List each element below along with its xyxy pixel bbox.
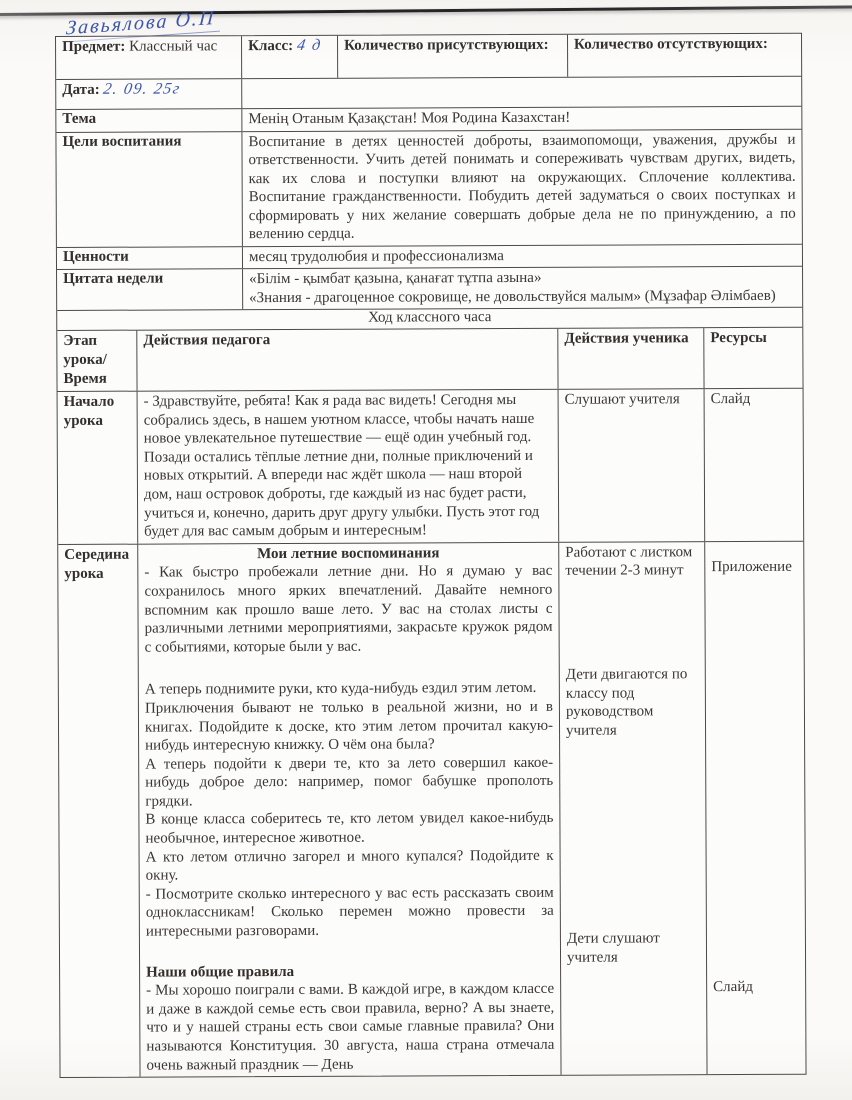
teacher-paragraph: Приключения бывают не только в реальной жизни, но и в книгах. Подойдите к доске, кто этим летом прочитал какую-нибудь интересную книжку. О чём она была? xyxy=(144,698,554,754)
stage-lesson-middle: Середина урока xyxy=(58,544,140,1077)
values-label: Ценности xyxy=(57,247,243,269)
activity-heading-summer-memories: Мои летние воспоминания xyxy=(257,545,440,562)
teacher-paragraph: - Как быстро пробежали летние дни. Но я думаю у вас сохранилось много ярких впечатлений. Давайте немного вспомним как прошло ваше лето. У вас на столах листы с различными летними мероприятиями, закрасьте кружок рядом с событиями, которые были у вас. xyxy=(144,563,553,656)
section-title: Ход классного часа xyxy=(57,307,802,330)
teacher-paragraph: А теперь поднимите руки, кто куда-нибудь ездил этим летом. xyxy=(144,680,537,698)
resources-lesson-middle xyxy=(705,541,805,1074)
quote-row xyxy=(57,266,802,310)
resource-block: Слайд xyxy=(713,979,754,996)
plan-header-row xyxy=(57,327,802,391)
student-action-block: Дети слушают учителя xyxy=(566,930,660,966)
class-cell xyxy=(242,36,338,78)
subject-cell xyxy=(56,36,242,79)
student-actions-lesson-start: Слушают учителя xyxy=(559,389,706,541)
teacher-paragraph: - Мы хорошо поиграли с вами. В каждой игре, в каждом классе и даже в каждой семье есть свои правила, верно? А вы знаете, что и у нашей страны есть свои самые главные правила? Они называются Конституция. 30 августа, наша страна отмечала очень важный праздник — День xyxy=(146,981,555,1074)
teacher-paragraph: А кто летом отлично загорел и много купался? Подойдите к окну. xyxy=(145,847,554,884)
theme-row xyxy=(56,106,801,132)
goals-label: Цели воспитания xyxy=(56,132,242,247)
goals-row xyxy=(56,128,801,246)
student-action-block: Работают с листком течении 2-3 минут xyxy=(565,543,693,580)
quote-label: Цитата недели xyxy=(57,269,243,310)
plan-row-lesson-start xyxy=(58,388,804,544)
teacher-actions-lesson-start: - Здравствуйте, ребята! Как я рада вас видеть! Сегодня мы собрались здесь, в нашем уютном классе, чтобы начать наше новое увлекательное путешествие — ещё один учебный год. Позади остались тёплые летние дни, полные приключений и новых открытий. А впереди нас ждёт школа — наш второй дом, наш островок доброты, где каждый из нас будет расти, учиться и, конечно, дарить друг другу улыбки. Пусть этот год будет для вас самым добрым и интересным! xyxy=(138,390,560,544)
goals-value: Воспитание в детях ценностей доброты, взаимопомощи, уважения, дружбы и ответственности. Учить детей понимать и сопереживать чувствам других, видеть, как их слова и поступки влияют на окружающих. Сплочение коллектива. Воспитание гражданственности. Побудить детей задуматься о своих поступках и сформировать у них желание совершать добрые дела не по принуждению, а по велению сердца. xyxy=(248,131,796,243)
date-row-empty-cell xyxy=(242,77,801,108)
info-row-top xyxy=(56,34,801,79)
student-action-block: Дети двигаются по классу под руководством учителя xyxy=(565,666,688,739)
resources-lesson-start: Слайд xyxy=(710,390,751,408)
present-count-label: Количество присутствующих: xyxy=(344,36,549,54)
date-value-handwriting: 2. 09. 25г xyxy=(102,80,183,98)
stage-lesson-start: Начало урока xyxy=(58,392,139,544)
subject-label: Предмет: xyxy=(62,38,126,55)
lesson-plan-table xyxy=(55,33,807,1078)
absent-count-label: Количество отсутствующих: xyxy=(574,35,768,53)
theme-value: Менің Отаным Қазақстан! Моя Родина Казахстан! xyxy=(248,109,571,128)
teacher-signature-handwriting: Завьялова О.П xyxy=(63,6,222,42)
class-value-handwriting: 4 д xyxy=(295,36,324,54)
subject-value: Классный час xyxy=(129,38,218,55)
date-cell xyxy=(56,79,242,109)
teacher-paragraph: В конце класса соберитесь те, кто летом увидел какое-нибудь необычное, интересное животное. xyxy=(145,810,554,847)
theme-label: Тема xyxy=(56,109,242,131)
teacher-paragraph: - Посмотрите сколько интересного у вас есть рассказать своим одноклассникам! Сколько перемен можно провести за интересными разговорами. xyxy=(145,884,554,940)
column-header-teacher-actions: Действия педагога xyxy=(137,329,558,391)
quote-value: «Білім - қымбат қазына, қанағат тұтпа азына» «Знания - драгоценное сокровище, не довольствуйся малым» (Мұзафар Әлімбаев) xyxy=(249,269,776,306)
teacher-paragraph: А теперь подойти к двери те, кто за лето совершил какое-нибудь доброе дело: например, помог бабушке прополоть грядки. xyxy=(145,754,554,810)
date-row xyxy=(56,76,801,109)
lesson-plan-document xyxy=(55,33,807,1078)
activity-heading-common-rules: Наши общие правила xyxy=(146,963,295,981)
date-label: Дата: xyxy=(62,81,100,98)
plan-row-lesson-middle xyxy=(58,540,805,1077)
present-count-cell xyxy=(338,35,568,78)
resource-block: Приложение xyxy=(711,558,792,575)
absent-count-cell xyxy=(568,34,801,77)
values-row xyxy=(57,243,802,269)
student-actions-lesson-middle xyxy=(559,542,707,1075)
column-header-stage: Этап урока/ Время xyxy=(57,331,137,391)
column-header-student-actions: Действия ученика xyxy=(558,328,704,389)
teacher-actions-lesson-middle xyxy=(138,543,561,1077)
column-header-resources: Ресурсы xyxy=(710,329,767,347)
class-label: Класс: xyxy=(248,37,294,55)
values-value: месяц трудолюбия и профессионализма xyxy=(248,247,504,265)
